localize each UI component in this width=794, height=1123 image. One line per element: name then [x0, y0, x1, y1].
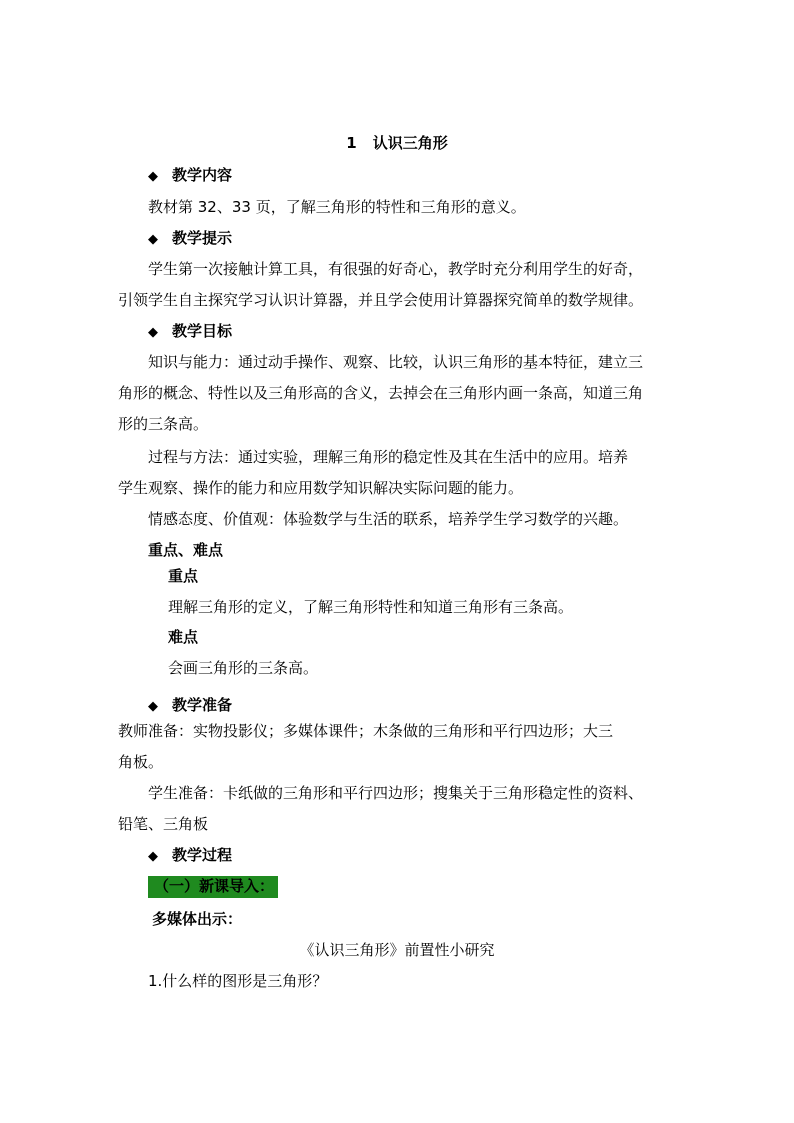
study-title: 《认识三角形》前置性小研究: [299, 941, 495, 959]
bullet-icon: ◆: [148, 699, 158, 714]
teacher-prep-line-2: 角板。: [118, 753, 164, 771]
section-heading-preparation: [148, 695, 232, 717]
student-prep-line-1: 学生准备：卡纸做的三角形和平行四边形；搜集关于三角形稳定性的资料、: [148, 784, 644, 802]
page-title: [0, 133, 794, 153]
heading-text: 教学过程: [172, 846, 233, 864]
difficult-text: 会画三角形的三条高。: [168, 659, 319, 677]
bullet-icon: ◆: [148, 169, 158, 184]
content-body: 教材第 32、33 页，了解三角形的特性和三角形的意义。: [148, 198, 526, 216]
multimedia-label: 多媒体出示：: [152, 910, 243, 928]
goals-p1-line-1: 知识与能力：通过动手操作、观察、比较，认识三角形的基本特征，建立三: [148, 353, 644, 371]
question-1: 1.什么样的图形是三角形？: [148, 972, 328, 990]
section-heading-process: [148, 845, 232, 867]
hint-line-1: 学生第一次接触计算工具，有很强的好奇心，教学时充分利用学生的好奇，: [148, 260, 644, 278]
difficult-label: 难点: [168, 628, 199, 646]
teacher-prep-line-1: 教师准备：实物投影仪；多媒体课件；木条做的三角形和平行四边形；大三: [118, 722, 614, 740]
hint-line-2: 引领学生自主探究学习认识计算器，并且学会使用计算器探究简单的数学规律。: [118, 291, 644, 309]
heading-text: 教学提示: [172, 229, 233, 247]
key-label: 重点: [168, 567, 199, 585]
bullet-icon: ◆: [148, 232, 158, 247]
section-heading-hint: [148, 228, 232, 250]
section-heading-content: [148, 165, 232, 187]
heading-text: 教学内容: [172, 166, 233, 184]
goals-p2-line-1: 过程与方法：通过实验，理解三角形的稳定性及其在生活中的应用。培养: [148, 448, 629, 466]
highlighted-step-label: （一）新课导入：: [148, 876, 278, 898]
goals-p3: 情感态度、价值观：体验数学与生活的联系，培养学生学习数学的兴趣。: [148, 510, 629, 528]
heading-text: 教学目标: [172, 322, 233, 340]
title-number: 1: [346, 134, 357, 152]
title-text: 认识三角形: [372, 134, 448, 152]
key-text: 理解三角形的定义，了解三角形特性和知道三角形有三条高。: [168, 598, 574, 616]
student-prep-line-2: 铅笔、三角板: [118, 815, 209, 833]
section-heading-goals: [148, 321, 232, 343]
heading-text: 教学准备: [172, 696, 233, 714]
goals-p1-line-3: 形的三条高。: [118, 415, 209, 433]
goals-p2-line-2: 学生观察、操作的能力和应用数学知识解决实际问题的能力。: [118, 479, 524, 497]
section-heading-key-points: 重点、难点: [148, 541, 224, 559]
goals-p1-line-2: 角形的概念、特性以及三角形高的含义，去掉会在三角形内画一条高，知道三角: [118, 384, 644, 402]
bullet-icon: ◆: [148, 325, 158, 340]
step-new-lesson: [148, 876, 278, 896]
bullet-icon: ◆: [148, 849, 158, 864]
